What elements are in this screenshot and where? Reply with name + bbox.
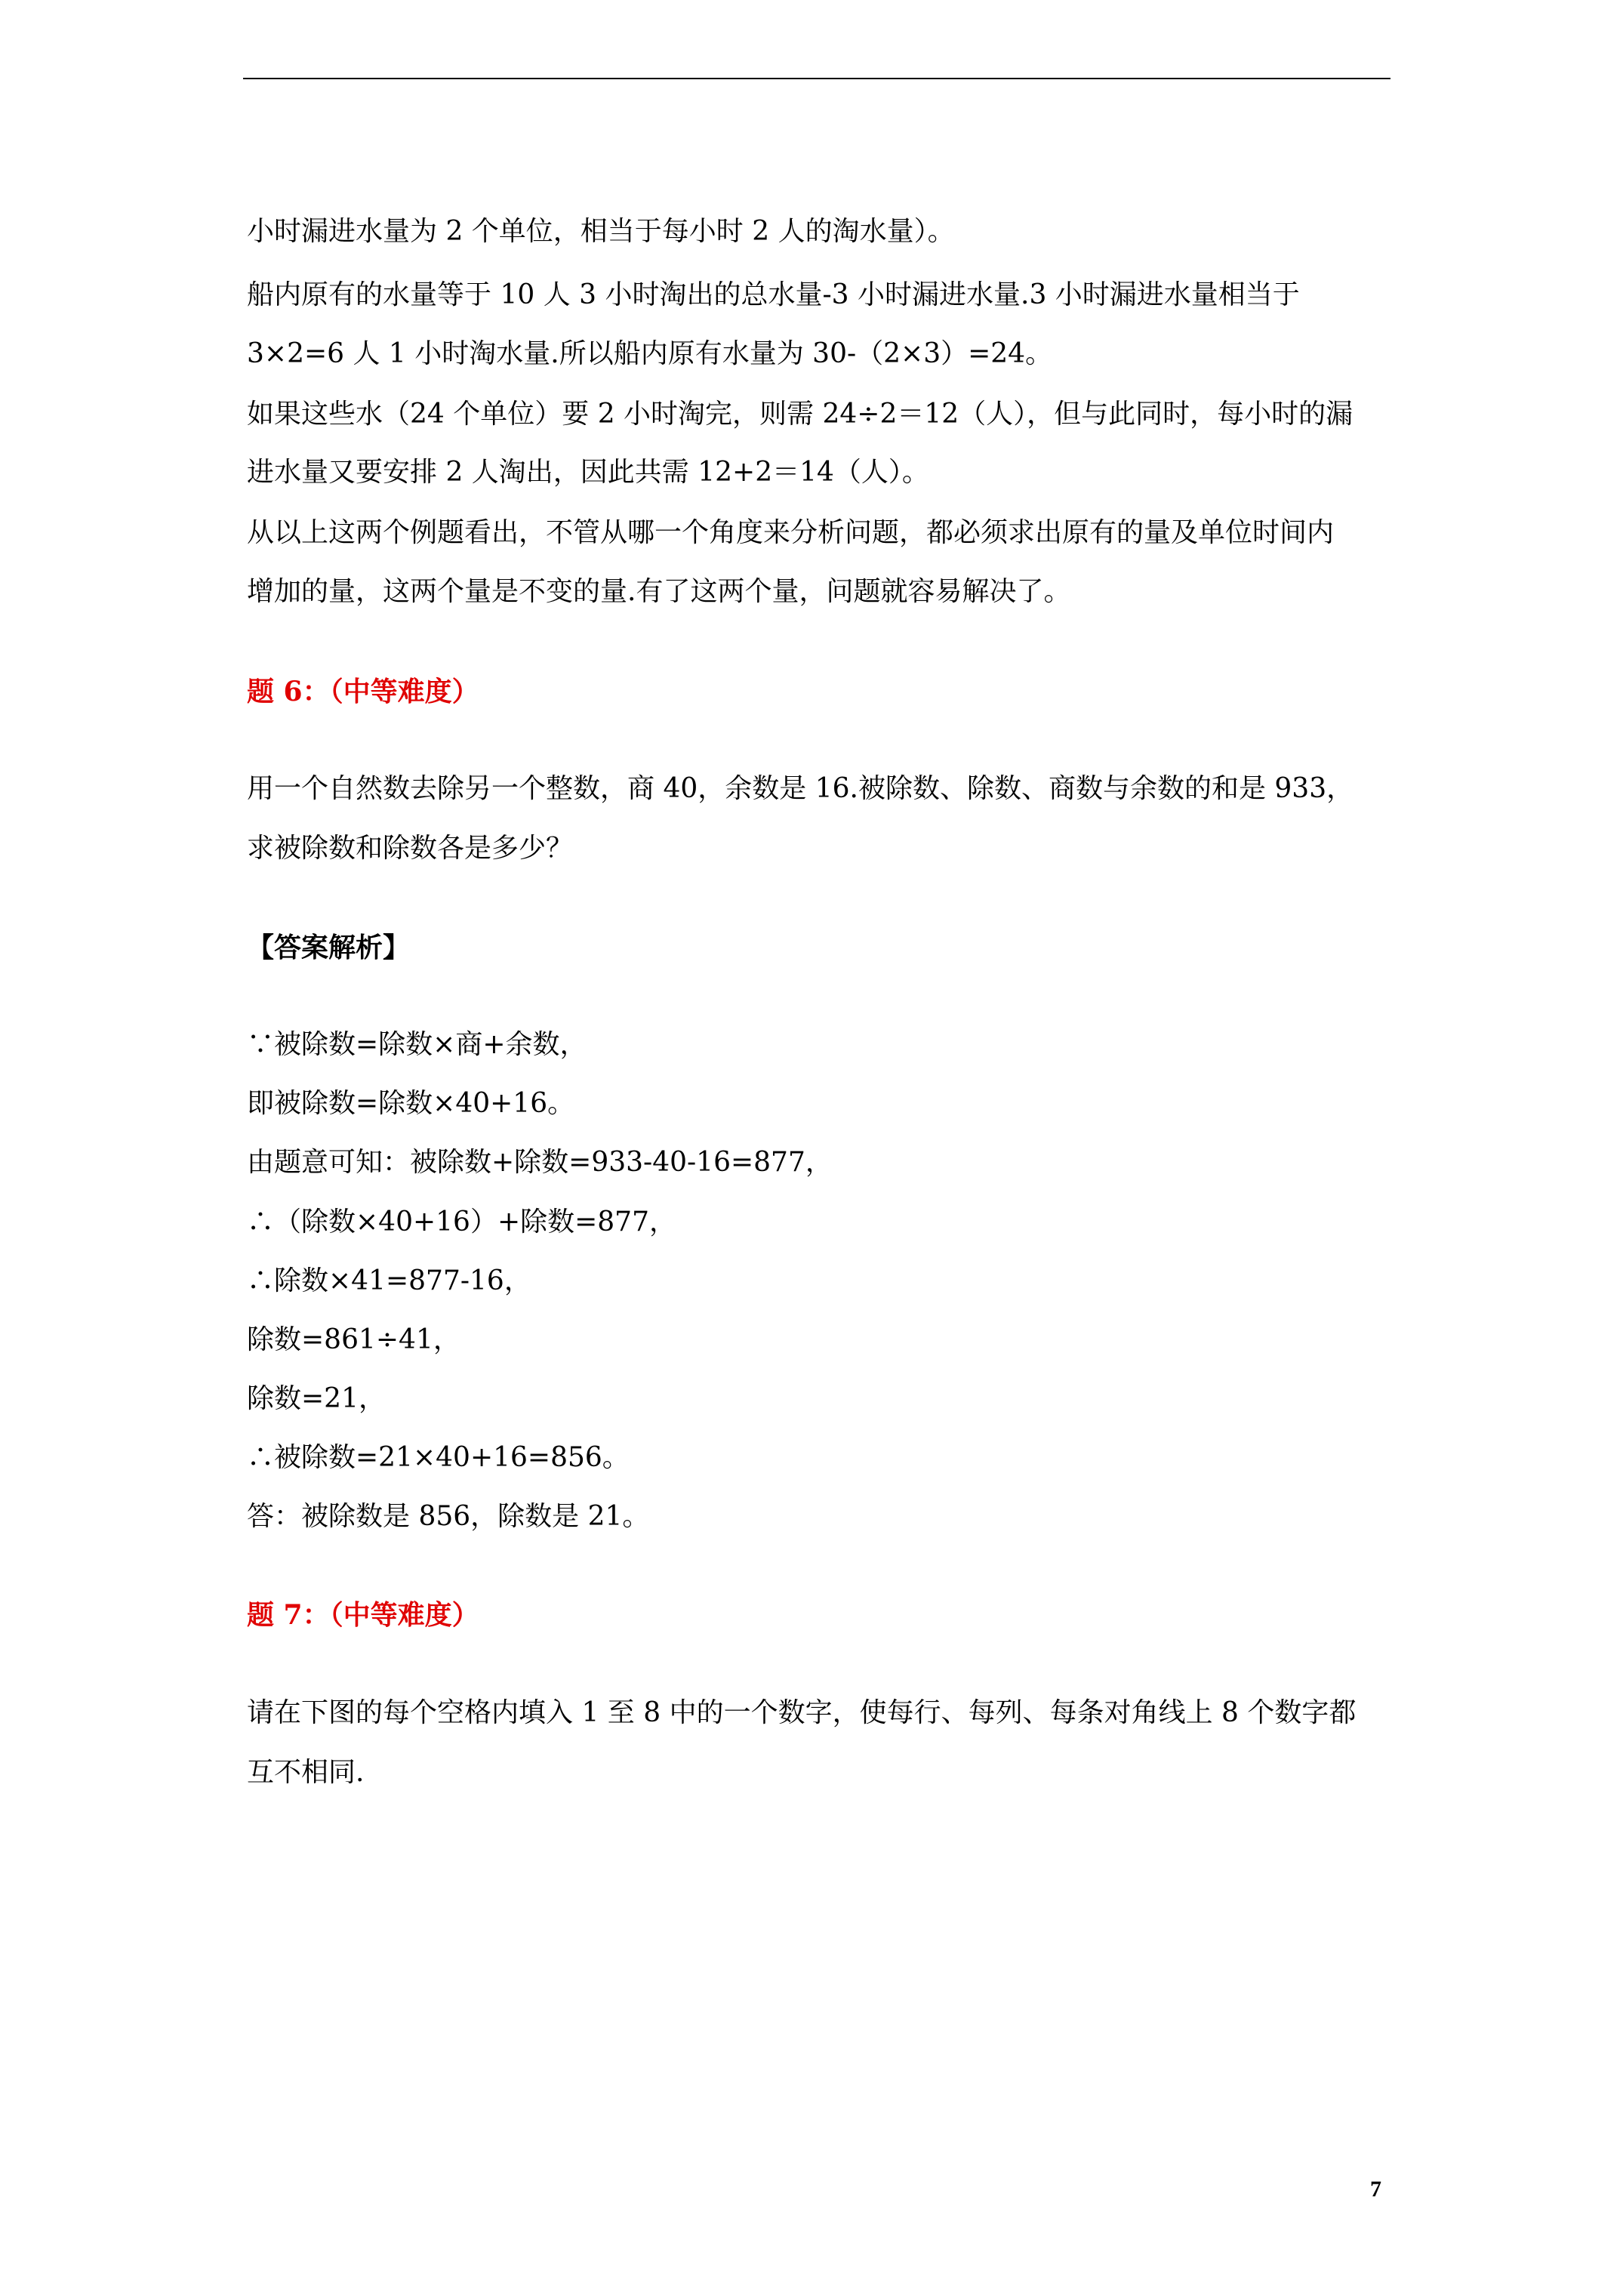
header-rule: [243, 78, 1390, 79]
solution-line-6: 除数=861÷41，: [247, 1324, 460, 1355]
question-6-heading: 题 6：（中等难度）: [247, 676, 479, 707]
continuation-line-3: 3×2=6 人 1 小时淘水量.所以船内原有水量为 30-（2×3）=24。: [247, 338, 1053, 369]
solution-line-9: 答：被除数是 856，除数是 21。: [247, 1501, 650, 1532]
continuation-line-7: 增加的量，这两个量是不变的量.有了这两个量，问题就容易解决了。: [247, 576, 1071, 607]
question-7-problem-line-2: 互不相同.: [247, 1757, 365, 1788]
question-7-problem-line-1: 请在下图的每个空格内填入 1 至 8 中的一个数字，使每行、每列、每条对角线上 8 个数字都: [247, 1697, 1357, 1728]
continuation-line-2: 船内原有的水量等于 10 人 3 小时淘出的总水量-3 小时漏进水量.3 小时漏进水量相当于: [247, 279, 1300, 310]
question-6-problem-line-1: 用一个自然数去除另一个整数，商 40，余数是 16.被除数、除数、商数与余数的和是 933，: [247, 773, 1354, 804]
page-number: 7: [1370, 2177, 1381, 2202]
answer-label: 【答案解析】: [247, 932, 411, 963]
solution-line-8: ∴被除数=21×40+16=856。: [247, 1442, 630, 1473]
solution-line-5: ∴除数×41=877-16，: [247, 1265, 531, 1296]
solution-line-2: 即被除数=除数×40+16。: [247, 1088, 575, 1119]
question-7-heading: 题 7：（中等难度）: [247, 1599, 479, 1631]
continuation-line-4: 如果这些水（24 个单位）要 2 小时淘完，则需 24÷2＝12（人），但与此同时，每小时的漏: [247, 399, 1354, 430]
question-6-problem-line-2: 求被除数和除数各是多少？: [247, 833, 574, 864]
solution-line-1: ∵被除数=除数×商+余数，: [247, 1029, 587, 1060]
continuation-line-6: 从以上这两个例题看出，不管从哪一个角度来分析问题，都必须求出原有的量及单位时间内: [247, 517, 1335, 548]
solution-line-3: 由题意可知：被除数+除数=933-40-16=877，: [247, 1147, 833, 1178]
continuation-line-5: 进水量又要安排 2 人淘出，因此共需 12+2＝14（人）。: [247, 457, 929, 488]
solution-line-4: ∴（除数×40+16）+除数=877，: [247, 1207, 676, 1237]
continuation-line-1: 小时漏进水量为 2 个单位，相当于每小时 2 人的淘水量）。: [247, 216, 955, 247]
solution-line-7: 除数=21，: [247, 1383, 386, 1414]
